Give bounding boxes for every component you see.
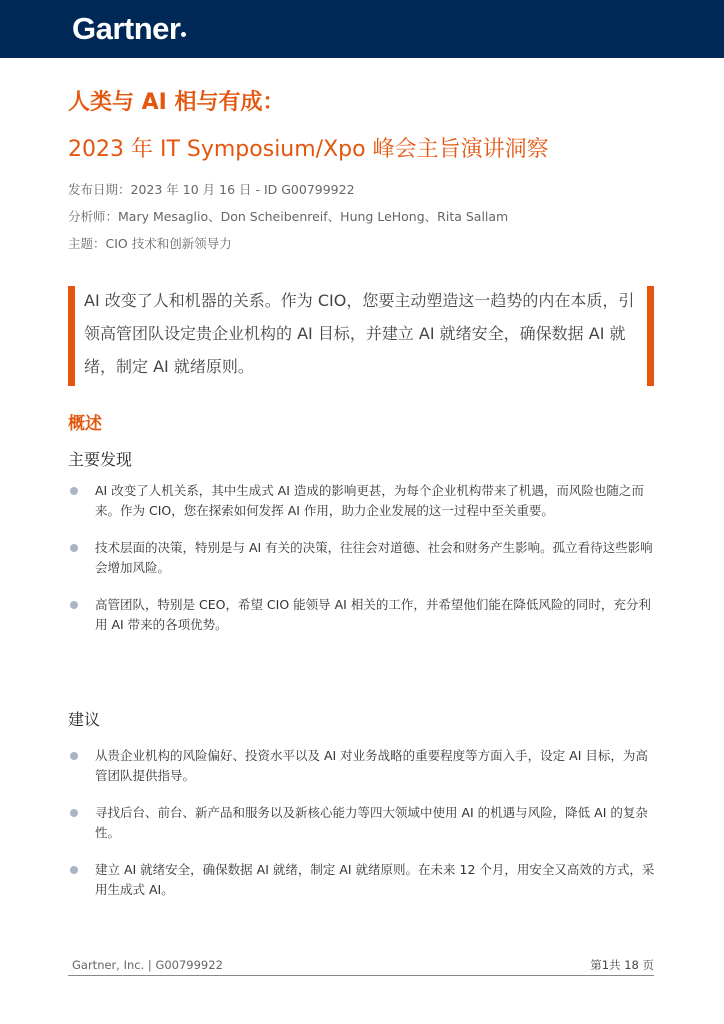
- findings-list: [68, 481, 658, 652]
- gartner-logo: [72, 10, 186, 48]
- document-title-line1: 人类与 AI 相与有成：: [68, 90, 285, 115]
- bullet-icon: [70, 601, 78, 609]
- list-item-text: 技术层面的决策，特别是与 AI 有关的决策，往往会对道德、社会和财务产生影响。孤立看待这些影响会增加风险。: [95, 540, 653, 575]
- footer-page-number: 第1共 18 页: [590, 958, 654, 972]
- bullet-icon: [70, 544, 78, 552]
- bullet-icon: [70, 809, 78, 817]
- callout-left-bar: [68, 286, 75, 386]
- list-item: [68, 860, 658, 899]
- overview-heading: 概述: [68, 414, 102, 434]
- list-item-text: 建立 AI 就绪安全，确保数据 AI 就绪，制定 AI 就绪原则。在未来 12 个月，用安全又高效的方式，采用生成式 AI。: [95, 862, 655, 897]
- analysts: 分析师：Mary Mesaglio、Don Scheibenreif、Hung LeHong、Rita Sallam: [68, 209, 509, 224]
- callout-text: AI 改变了人和机器的关系。作为 CIO，您要主动塑造这一趋势的内在本质，引领高管团队设定贵企业机构的 AI 目标，并建立 AI 就绪安全，确保数据 AI 就绪，制定 AI 就绪原则。: [84, 291, 635, 376]
- document-title-line2: 2023 年 IT Symposium/Xpo 峰会主旨演讲洞察: [68, 137, 549, 162]
- logo-dot-icon: [181, 32, 186, 37]
- bullet-icon: [70, 487, 78, 495]
- footer-divider: [68, 975, 654, 976]
- list-item-text: 寻找后台、前台、新产品和服务以及新核心能力等四大领域中使用 AI 的机遇与风险，降低 AI 的复杂性。: [95, 805, 648, 840]
- callout-right-bar: [647, 286, 654, 386]
- publish-date: 发布日期：2023 年 10 月 16 日 - ID G00799922: [68, 182, 355, 197]
- header-band: [0, 0, 724, 58]
- bullet-icon: [70, 752, 78, 760]
- list-item: [68, 595, 658, 634]
- list-item-text: 从贵企业机构的风险偏好、投资水平以及 AI 对业务战略的重要程度等方面入手，设定 AI 目标，为高管团队提供指导。: [95, 748, 648, 783]
- list-item: [68, 538, 658, 577]
- logo-text: Gartner: [72, 11, 181, 46]
- recommendations-heading: 建议: [68, 710, 101, 729]
- footer-document-id: Gartner, Inc. | G00799922: [72, 958, 223, 972]
- list-item-text: AI 改变了人机关系，其中生成式 AI 造成的影响更甚，为每个企业机构带来了机遇，而风险也随之而来。作为 CIO，您在探索如何发挥 AI 作用，助力企业发展的这一过程中至关重要。: [95, 483, 644, 518]
- list-item: [68, 803, 658, 842]
- findings-heading: 主要发现: [68, 450, 133, 469]
- recommendations-list: [68, 746, 658, 917]
- topic: 主题：CIO 技术和创新领导力: [68, 236, 232, 251]
- list-item: [68, 481, 658, 520]
- list-item-text: 高管团队，特别是 CEO，希望 CIO 能领导 AI 相关的工作，并希望他们能在降低风险的同时，充分利用 AI 带来的各项优势。: [95, 597, 651, 632]
- bullet-icon: [70, 866, 78, 874]
- list-item: [68, 746, 658, 785]
- summary-callout: [68, 286, 654, 386]
